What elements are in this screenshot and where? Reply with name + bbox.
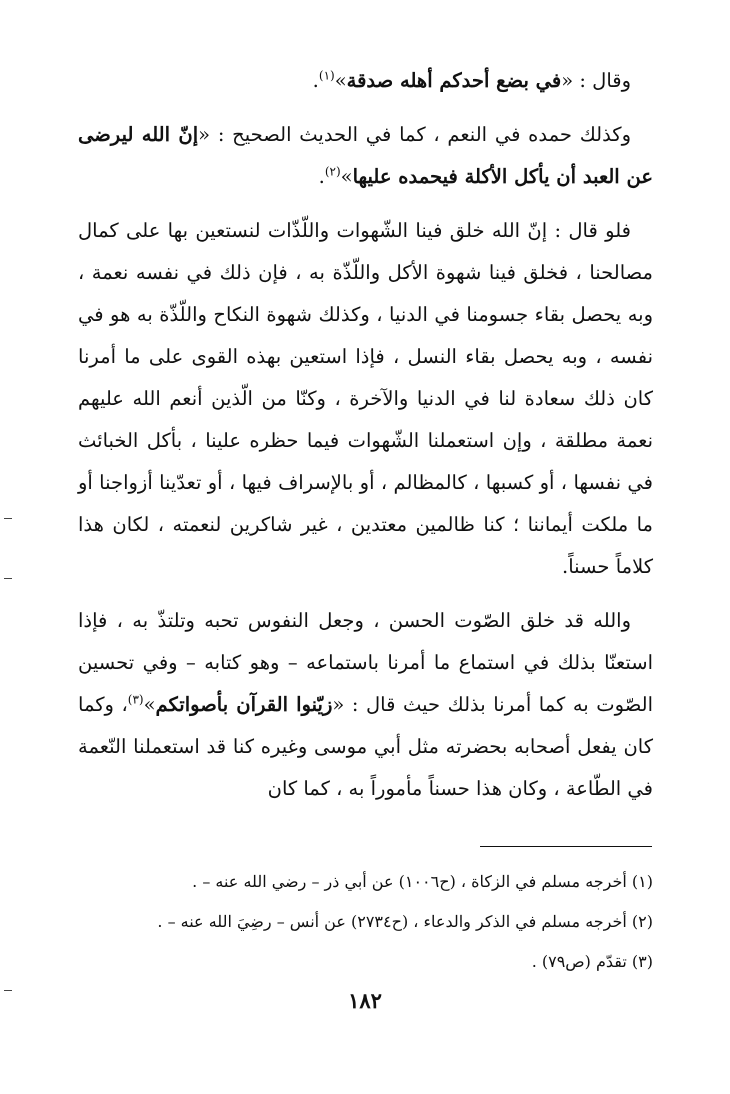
hadith-quote: زيّنوا القرآن بأصواتكم bbox=[155, 693, 333, 716]
page-number: ١٨٢ bbox=[348, 988, 382, 1013]
margin-mark bbox=[4, 990, 12, 991]
paragraph: والله قد خلق الصّوت الحسن ، وجعل النفوس تحبه وتلتذّ به ، فإذا استعنّا بذلك في استماع ما أمرنا باستماعه – وهو كتابه – وفي تحسين الصّوت به كما أمرنا بذلك حيث قال : «زيّنوا القرآن بأصواتكم»$^{(٣)}$، وكما كان يفعل أصحابه بحضرته مثل أبي موسى وغيره كنا قد استعملنا النّعمة في الطّاعة ، وكان هذا حسناً مأموراً به ، كما كان bbox=[78, 609, 653, 800]
paragraph: فلو قال : إنّ الله خلق فينا الشّهوات واللّذّات لنستعين بها على كمال مصالحنا ، فخلق فينا شهوة الأكل واللّذّة به ، فإن ذلك في نفسه نعمة ، وبه يحصل بقاء جسومنا في الدنيا ، وكذلك شهوة النكاح واللّذّة به هو في نفسه ، وبه يحصل بقاء النسل ، فإذا استعين بهذه القوى على ما أمرنا كان ذلك سعادة لنا في الدنيا والآخرة ، وكنّا من الّذين أنعم الله عليهم نعمة مطلقة ، وإن استعملنا الشّهوات فيما حظره علينا ، بأكل الخبائث في نفسها ، أو كسبها ، كالمظالم ، أو بالإسراف فيها ، أو تعدّينا أزواجنا أو ما ملكت أيماننا ؛ كنا ظالمين معتدين ، غير شاكرين لنعمته ، لكان هذا كلاماً حسناً. bbox=[78, 219, 653, 578]
footnote-separator bbox=[480, 846, 652, 847]
hadith-quote: في بضع أحدكم أهله صدقة bbox=[346, 69, 562, 92]
footnote-ref[interactable]: (١) bbox=[318, 68, 335, 83]
footnotes bbox=[78, 862, 653, 982]
paragraph: وقال : «في بضع أحدكم أهله صدقة»$^{(١)}$. bbox=[312, 68, 631, 92]
footnote: (٣) تقدّم (ص٧٩) . bbox=[531, 952, 653, 971]
footnote-ref[interactable]: (٢) bbox=[324, 164, 341, 179]
footnote: (١) أخرجه مسلم في الزكاة ، (ح١٠٠٦) عن أبي ذر – رضي الله عنه – . bbox=[192, 872, 653, 891]
main-text bbox=[78, 60, 653, 810]
margin-mark bbox=[4, 518, 12, 519]
margin-mark bbox=[4, 578, 12, 579]
hadith-quote: إنّ الله ليرضى عن العبد أن يأكل الأكلة فيحمده عليها bbox=[78, 123, 653, 188]
footnote: (٢) أخرجه مسلم في الذكر والدعاء ، (ح٢٧٣٤) عن أنس – رضِيَ الله عنه – . bbox=[157, 912, 653, 931]
footnote-ref[interactable]: (٣) bbox=[127, 692, 144, 707]
paragraph: وكذلك حمده في النعم ، كما في الحديث الصحيح : «إنّ الله ليرضى عن العبد أن يأكل الأكلة فيحمده عليها»$^{(٢)}$. bbox=[78, 123, 653, 188]
